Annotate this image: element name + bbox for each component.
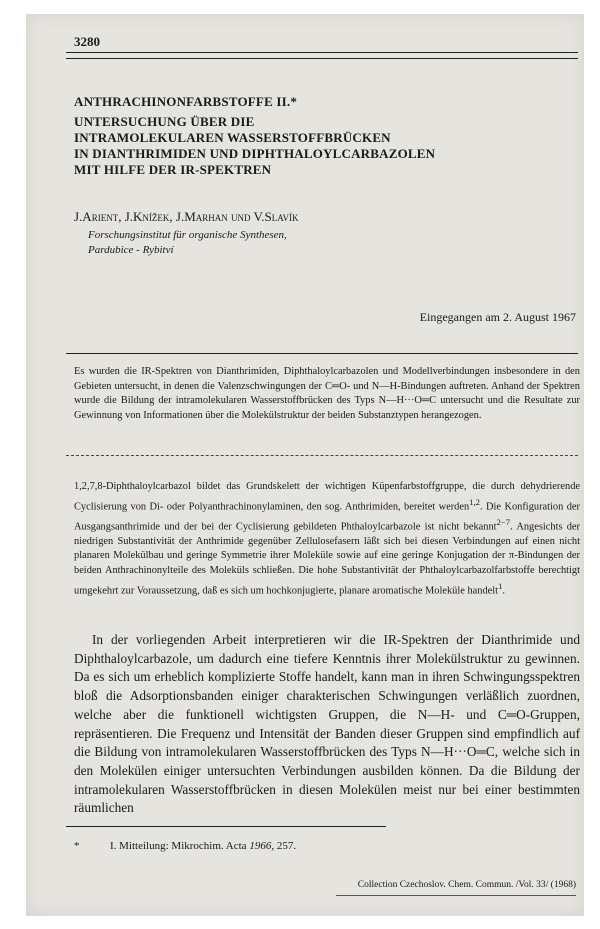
- reference-mark: 1: [498, 580, 503, 591]
- abstract-text: Es wurden die IR-Spektren von Dianthrimiden, Diphthaloylcarbazolen und Modellverbindungen insbesondere in den Gebieten untersucht, in denen die Valenzschwingungen der C═O- und N—H-Bindungen auftreten. Anhand der Spektren wurde die Bildung der intramolekularen Wasserstoffbrücken des Typs N—H···O═C untersucht und die Resultate zur Gewinnung von Informationen über die Molekülstruktur der beiden Substanztypen herangezogen.: [74, 366, 580, 421]
- affiliation: [88, 228, 287, 258]
- footnote-mark: *: [74, 840, 80, 852]
- received-date: Eingegangen am 2. August 1967: [419, 310, 576, 324]
- footnote-text: , 257.: [271, 840, 297, 852]
- header-rule-top: [66, 52, 578, 53]
- reference-mark: 2−7: [496, 516, 511, 527]
- article-title: [74, 94, 554, 178]
- abstract: [74, 365, 580, 423]
- reference-mark: 1,2: [469, 496, 481, 507]
- footnote: [74, 840, 554, 852]
- authors: J.Arient, J.Knížek, J.Marhan und V.Slavík: [74, 209, 299, 224]
- header-rule-bottom: [66, 58, 578, 59]
- journal-citation: Collection Czechoslov. Chem. Commun. /Vol. 33/ (1968): [357, 880, 576, 890]
- footnote-rule: [66, 826, 386, 827]
- series-title: ANTHRACHINONFARBSTOFFE II.*: [74, 94, 298, 109]
- abstract-rule-top: [66, 353, 578, 354]
- title-line: MIT HILFE DER IR-SPEKTREN: [74, 162, 272, 177]
- title-line: INTRAMOLEKULAREN WASSERSTOFFBRÜCKEN: [74, 130, 391, 145]
- main-text: In der vorliegenden Arbeit interpretieren wir die IR-Spektren der Dianthrimide und Diphthaloylcarbazole, um dadurch eine tiefere Kenntnis ihrer Molekülstruktur zu gewinnen. Da es sich um erheblich komplizierte Stoffe handelt, kann man in ihren Schwingungsspektren bloß die Adsorptionsbanden einiger charakterischen Schwingungen verläßlich zuordnen, welche aber die funktionell wichtigsten Gruppen, die N—H- und C═O-Gruppen, repräsentieren. Die Frequenz und Intensität der Banden dieser Gruppen sind empfindlich auf die Bildung von intramolekularen Wasserstoffbrücken des Typs N—H···O═C, welche sich in den Molekülen einiger untersuchten Verbindungen ausbilden können. Da die Bildung der intramolekularen Wasserstoffbrücken in diesen Molekülen meist nur bei einer bestimmten räumlichen: [74, 632, 580, 816]
- journal-rule: [336, 895, 576, 896]
- title-line: UNTERSUCHUNG ÜBER DIE: [74, 114, 255, 129]
- intro-text: .: [502, 584, 505, 596]
- intro-text: 1,2,7,8-Diphthaloylcarbazol bildet das Grundskelett der wichtigen Küpenfarbstoffgruppe, die durch dehydrierende Cyclisierung von Di- oder Polyanthrachinonylaminen, den sog. Anthrimiden, bereitet werden: [74, 481, 580, 513]
- affiliation-line: Forschungsinstitut für organische Synthesen,: [88, 229, 287, 241]
- abstract-rule-bottom: [66, 455, 578, 456]
- intro-text: . Angesichts der niedrigen Substantivität der Anthrimide gegenüber Zellulosefasern läßt sich bei diesen Verbindungen auf einen nicht planaren Molekülbau und geringe Symmetrie ihrer Moleküle sowie auf eine geringe Konjugation der π-Bindungen der beiden Anthrachinonylteile des Moleküls schließen. Die hohe Substantivität der Phthaloylcarbazolfarbstoffe berechtigt umgekehrt zur Voraussetzung, daß es sich um hochkonjugierte, planare aromatische Moleküle handelt: [74, 521, 580, 596]
- footnote-year: 1966: [249, 840, 272, 852]
- footnote-text: I. Mitteilung: Mikrochim. Acta: [110, 840, 250, 852]
- page-number: 3280: [74, 34, 100, 49]
- intro-paragraph: [74, 480, 580, 599]
- title-line: IN DIANTHRIMIDEN UND DIPHTHALOYLCARBAZOLEN: [74, 146, 436, 161]
- intro-text: . Die Konfiguration der Ausgangsanthrimide und der bei der Cyclisierung gebildeten Phthaloylcarbazole ist nicht bekannt: [74, 501, 580, 533]
- journal-page: [26, 14, 584, 916]
- affiliation-line: Pardubice - Rybitví: [88, 244, 174, 256]
- main-paragraph: [74, 631, 580, 818]
